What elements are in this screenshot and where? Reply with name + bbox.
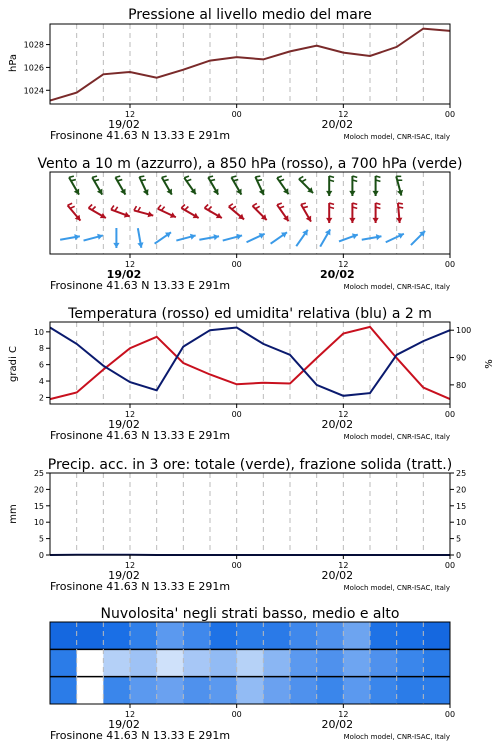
cloud-cell (343, 622, 370, 650)
cloud-cell (343, 677, 370, 705)
cloud-cell (397, 622, 424, 650)
cloud-cell (263, 622, 290, 650)
cloud-cell (237, 649, 264, 677)
wind-arrow (113, 228, 119, 248)
y-tick-label-right: 80 (456, 380, 467, 390)
location-label: Frosinone 41.63 N 13.33 E 291m (50, 279, 231, 292)
date-label: 20/02 (321, 118, 354, 131)
wind-arrow (181, 204, 198, 218)
date-label: 19/02 (108, 118, 140, 131)
cloud-cell (130, 622, 157, 650)
y-tick-label-right: 10 (456, 518, 467, 528)
cloud-cell (157, 649, 184, 677)
temperature-ylabel: gradi C (8, 346, 19, 382)
y-tick-label: 2 (38, 393, 44, 403)
credit-label: Moloch model, CNR-ISAC, Italy (343, 733, 450, 741)
x-tick-label: 12 (338, 710, 349, 719)
cloud-cell (183, 622, 210, 650)
pressure-plot-frame (50, 24, 450, 104)
cloud-cell (290, 677, 317, 705)
cloud-cell (183, 677, 210, 705)
wind-arrow (296, 230, 307, 246)
credit-label: Moloch model, CNR-ISAC, Italy (343, 133, 450, 141)
cloud-cell (130, 649, 157, 677)
wind-arrow (115, 176, 125, 195)
wind-arrow (134, 206, 153, 217)
date-label: 19/02 (108, 418, 140, 431)
wind-arrow (396, 176, 403, 195)
y-tick-label-right: 0 (456, 551, 462, 560)
cloud-cell (317, 649, 344, 677)
cloud-cell (77, 622, 104, 650)
y-tick-label-right: 20 (456, 485, 467, 495)
wind-arrow (277, 203, 288, 221)
x-tick-label: 12 (124, 110, 136, 119)
y-tick-label-right: 5 (456, 534, 462, 544)
wind-arrow (205, 204, 222, 218)
wind-arrow (223, 234, 242, 241)
precipitation-title: Precip. acc. in 3 ore: totale (verde), frazione solida (tratt.) (47, 457, 453, 473)
y-tick-label: 1028 (23, 40, 44, 50)
date-label: 20/02 (320, 268, 355, 281)
x-tick-label: 12 (338, 561, 349, 570)
wind-title: Vento a 10 m (azzurro), a 850 hPa (rosso), a 700 hPa (verde) (37, 156, 463, 172)
pressure-chart (8, 7, 455, 142)
y-tick-label: 25 (33, 469, 44, 478)
x-tick-label: 00 (444, 410, 456, 419)
wind-arrow (326, 203, 334, 223)
y-tick-label: 1024 (23, 86, 44, 96)
cloud-cell (77, 677, 104, 705)
cloud-cell (290, 622, 317, 650)
x-tick-label: 12 (338, 260, 349, 269)
wind-arrow (139, 176, 148, 195)
y-tick-label: 5 (38, 534, 44, 544)
cloud-cell (397, 677, 424, 705)
x-tick-label: 12 (338, 410, 349, 419)
cloud-cell (77, 649, 104, 677)
y-tick-label-right: 90 (456, 353, 467, 363)
y-tick-label: 10 (33, 327, 44, 337)
location-label: Frosinone 41.63 N 13.33 E 291m (50, 129, 231, 142)
wind-arrow (326, 176, 334, 196)
credit-label: Moloch model, CNR-ISAC, Italy (343, 283, 450, 291)
cloud-cell (50, 622, 77, 650)
wind-arrow (158, 205, 176, 218)
y-tick-label-right: 100 (456, 326, 472, 336)
precipitation-chart (8, 457, 466, 593)
date-label: 19/02 (108, 569, 140, 582)
pressure-title: Pressione al livello medio del mare (128, 7, 372, 23)
wind-arrow (372, 203, 380, 223)
cloud-cell (237, 622, 264, 650)
cloud-cell (237, 677, 264, 705)
y-tick-label: 4 (38, 377, 44, 387)
cloud-cell (157, 622, 184, 650)
cloud-cell (317, 677, 344, 705)
credit-label: Moloch model, CNR-ISAC, Italy (343, 584, 450, 592)
cloud-cell (370, 649, 397, 677)
wind-arrow (271, 232, 287, 243)
wind-arrow (349, 203, 357, 223)
cloud-chart (50, 606, 455, 742)
wind-arrow (253, 203, 267, 220)
y-tick-label: 0 (38, 551, 44, 560)
cloud-cell (130, 677, 157, 705)
wind-arrow (162, 176, 172, 195)
wind-arrow (320, 229, 330, 246)
y-tick-label: 15 (33, 501, 44, 511)
date-label: 20/02 (321, 418, 354, 431)
date-label: 19/02 (108, 718, 140, 731)
x-tick-label: 12 (124, 410, 136, 419)
date-label: 19/02 (106, 268, 142, 281)
wind-arrow (277, 176, 288, 194)
date-label: 20/02 (321, 718, 354, 731)
y-tick-label: 6 (38, 360, 44, 370)
humidity-line (50, 328, 450, 396)
wind-arrow (349, 176, 357, 196)
wind-arrow (247, 233, 265, 242)
x-tick-label: 12 (124, 561, 136, 570)
cloud-title: Nuvolosita' negli strati basso, medio e alto (100, 606, 400, 622)
wind-arrow (176, 234, 195, 241)
y-tick-label: 8 (38, 344, 44, 354)
wind-arrow (231, 176, 241, 195)
x-tick-label: 00 (231, 110, 242, 119)
x-tick-label: 00 (231, 410, 242, 419)
cloud-cell (263, 677, 290, 705)
temperature-chart (8, 306, 495, 442)
x-tick-label: 12 (124, 710, 136, 719)
pressure-ylabel: hPa (8, 53, 19, 73)
wind-arrow (184, 176, 195, 194)
cloud-cell (423, 649, 450, 677)
wind-arrow (372, 176, 380, 196)
wind-chart (37, 156, 462, 292)
cloud-cell (183, 649, 210, 677)
x-tick-label: 12 (124, 260, 136, 269)
x-tick-label: 00 (444, 260, 456, 269)
cloud-cell (263, 649, 290, 677)
y-tick-label: 1026 (23, 63, 44, 73)
wind-arrow (199, 234, 219, 240)
cloud-cell (343, 649, 370, 677)
cloud-cell (103, 677, 130, 705)
wind-arrow (362, 234, 382, 240)
x-tick-label: 00 (231, 710, 242, 719)
wind-arrow (69, 176, 79, 195)
y-tick-label-right: 25 (456, 469, 467, 478)
wind-arrow (339, 233, 358, 241)
cloud-cell (317, 622, 344, 650)
wind-arrow (84, 234, 103, 241)
wind-arrow (386, 233, 404, 242)
x-tick-label: 00 (444, 561, 456, 570)
cloud-cell (397, 649, 424, 677)
humidity-ylabel: % (484, 359, 495, 369)
cloud-cell (370, 622, 397, 650)
credit-label: Moloch model, CNR-ISAC, Italy (343, 433, 450, 441)
location-label: Frosinone 41.63 N 13.33 E 291m (50, 580, 231, 593)
x-tick-label: 00 (231, 260, 242, 269)
cloud-cell (210, 622, 237, 650)
cloud-cell (423, 622, 450, 650)
wind-arrow (299, 176, 313, 193)
wind-arrow (111, 206, 130, 218)
temperature-title: Temperatura (rosso) ed umidita' relativa (blu) a 2 m (68, 306, 432, 322)
location-label: Frosinone 41.63 N 13.33 E 291m (50, 429, 231, 442)
precipitation-ylabel: mm (8, 504, 19, 524)
cloud-cell (157, 677, 184, 705)
wind-arrow (137, 228, 143, 248)
wind-arrow (68, 203, 81, 220)
wind-arrow (301, 203, 311, 222)
date-label: 20/02 (321, 569, 354, 582)
cloud-cell (423, 677, 450, 705)
cloud-cell (103, 622, 130, 650)
precipitation-plot-frame (50, 473, 450, 555)
x-tick-label: 00 (231, 561, 242, 570)
x-tick-label: 00 (444, 710, 456, 719)
cloud-cell (210, 649, 237, 677)
cloud-cell (50, 677, 77, 705)
y-tick-label: 10 (33, 518, 44, 528)
y-tick-label-right: 15 (456, 501, 467, 511)
y-tick-label: 20 (33, 485, 44, 495)
cloud-cell (210, 677, 237, 705)
x-tick-label: 00 (444, 110, 456, 119)
cloud-cell (370, 677, 397, 705)
cloud-cell (290, 649, 317, 677)
cloud-cell (50, 649, 77, 677)
pressure-line (50, 29, 450, 101)
x-tick-label: 12 (338, 110, 349, 119)
wind-arrow (92, 176, 102, 195)
cloud-cell (103, 649, 130, 677)
location-label: Frosinone 41.63 N 13.33 E 291m (50, 729, 231, 742)
